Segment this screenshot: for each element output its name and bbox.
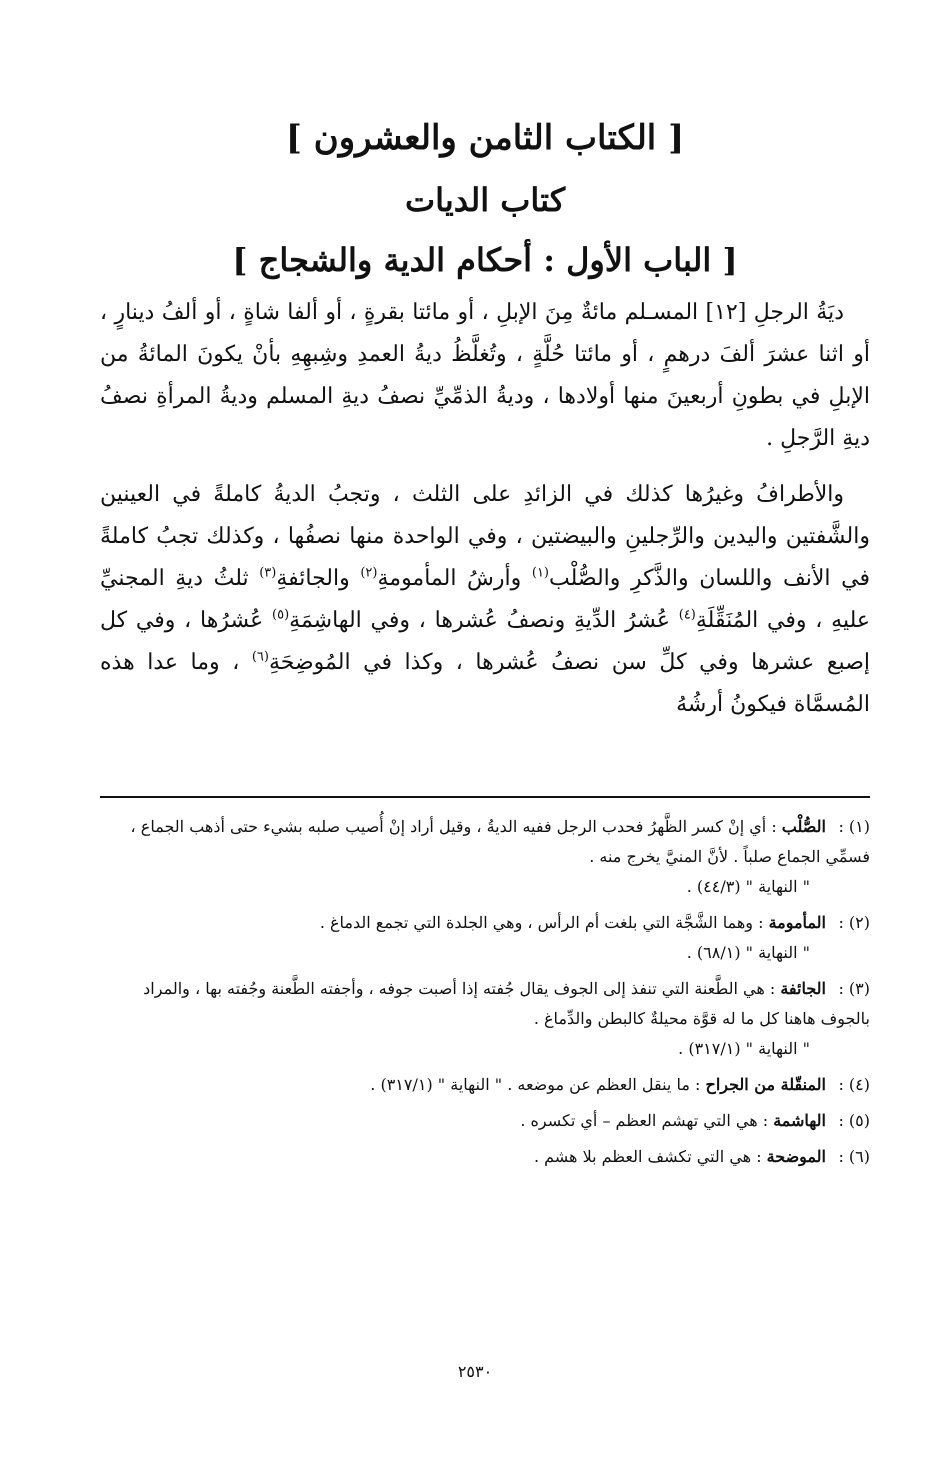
paragraph-2-part: ثلثُ ديةِ المجنيِّ عليهِ ، وفي المُنَقِّلَةِ (100, 565, 870, 633)
bab-heading: [ الباب الأول : أحكام الدية والشجاج ] (232, 241, 738, 280)
footnote-source: " النهاية " (٦٨/١) . (686, 943, 810, 962)
footnotes (100, 812, 870, 1178)
footnote-ref-1: (١) (531, 565, 549, 581)
paragraph-2-part: والجائفةِ (276, 565, 361, 591)
paragraph-2-part: ، وما عدا هذه المُسمَّاة فيكونُ أرشُهُ (100, 649, 870, 717)
footnote-text: : هي التي تهشم العظم – أي تكسره . (520, 1111, 774, 1130)
paragraph-2-part: عُشرُها ، وفي كل إصبع عشرها وفي كلِّ سن نصفُ عُشرها ، وكذا في المُوضِحَةِ (100, 607, 870, 675)
paragraph-2-part: وأرشُ المأمومةِ (377, 565, 532, 591)
footnote-number: (١) : (838, 817, 870, 836)
page-content (100, 110, 870, 726)
footnote-text: : وهما الشَّجَّة التي بلغت أم الرأس ، وهي الجلدة التي تجمع الدماغ . (319, 913, 769, 932)
footnote-text: : هي التي تكشف العظم بلا هشم . (533, 1147, 767, 1166)
footnote-text: : هي الطَّعنة التي تنفذ إلى الجوف يقال جُفته إذا أصبت جوفه ، وأجفته الطَّعنة وجُفته بها ، والمراد بالجوف هاهنا كل ما له قوَّة محيلةٌ كالبطن والدِّماغ . (143, 979, 870, 1028)
footnote-number: (٢) : (838, 913, 870, 932)
footnote-term: المأمومة (768, 913, 826, 932)
book-heading: [ الكتاب الثامن والعشرون ] (285, 118, 685, 158)
footnote-ref-6: (٦) (251, 649, 269, 665)
footnote-text: : ما ينقل العظم عن موضعه . " النهاية " (٣١٧/١) . (370, 1075, 706, 1094)
footnote-term: الموضحة (766, 1147, 826, 1166)
footnote-number: (٥) : (838, 1111, 870, 1130)
footnote-source: " النهاية " (٣١٧/١) . (678, 1039, 810, 1058)
paragraph-1: ديَةُ الرجلِ [١٢] المسـلم مائةٌ مِنَ الإبلِ ، أو مائتا بقرةٍ ، أو ألفا شاةٍ ، أو ألفُ دينارٍ ، أو اثنا عشرَ ألفَ درهمٍ ، أو مائتا حُلَّةٍ ، وتُغلَّظُ ديةُ العمدِ وشِبهِهِ بأنْ يكونَ المائةُ من الإبلِ في بطونِ أربعينَ منها أولادها ، وديةُ الذمِّيِّ نصفُ ديةِ المسلم وديةُ المرأةِ نصفُ ديةِ الرَّجلِ . (100, 299, 870, 451)
footnote-ref-3: (٣) (259, 565, 277, 581)
footnote-term: المنقّلة من الجراح (705, 1075, 826, 1094)
footnote-source: " النهاية " (٤٤/٣) . (686, 877, 810, 896)
footnote-ref-4: (٤) (678, 607, 696, 623)
paragraph-2-part: عُشرُ الدِّيةِ ونصفُ عُشرها ، وفي الهاشِمَةِ (289, 607, 679, 633)
footnote-4 (100, 1070, 870, 1100)
footnote-number: (٣) : (838, 979, 870, 998)
footnote-3 (100, 974, 870, 1064)
footnote-ref-2: (٢) (360, 565, 378, 581)
kitab-heading: كتاب الديات (404, 180, 566, 219)
footnote-1 (100, 812, 870, 902)
footnote-term: الجائفة (780, 979, 826, 998)
footnote-6 (100, 1142, 870, 1172)
paragraph-2 (100, 474, 870, 726)
footnote-term: الصُّلْب (781, 817, 826, 836)
footnote-term: الهاشمة (773, 1111, 826, 1130)
footnote-ref-5: (٥) (272, 607, 290, 623)
footnote-2 (100, 908, 870, 968)
footnote-number: (٤) : (838, 1075, 870, 1094)
footnote-number: (٦) : (838, 1147, 870, 1166)
footnote-text: : أي إنْ كسر الظَّهرُ فحدب الرجل ففيه الديةُ ، وقيل أراد إنْ أُصيب صلبه بشيء حتى أذهب الجماع ، فسمِّي الجماع صلباً . لأنَّ المنيَّ يخرج منه . (130, 817, 870, 866)
footnote-5 (100, 1106, 870, 1136)
footnote-divider (100, 796, 870, 798)
page-number: ٢٥٣٠ (457, 1362, 493, 1381)
paragraph-2-part: والأطرافُ وغيرُها كذلك في الزائدِ على الثلث ، وتجبُ الديةُ كاملةً في العينين والشَّفتين واليدين والرِّجلينِ والبيضتين ، وفي الواحدة منها نصفُها ، وكذلك تجبُ كاملةً في الأنف واللسان والذَّكرِ والصُّلْب (100, 481, 870, 591)
main-text (100, 292, 870, 726)
